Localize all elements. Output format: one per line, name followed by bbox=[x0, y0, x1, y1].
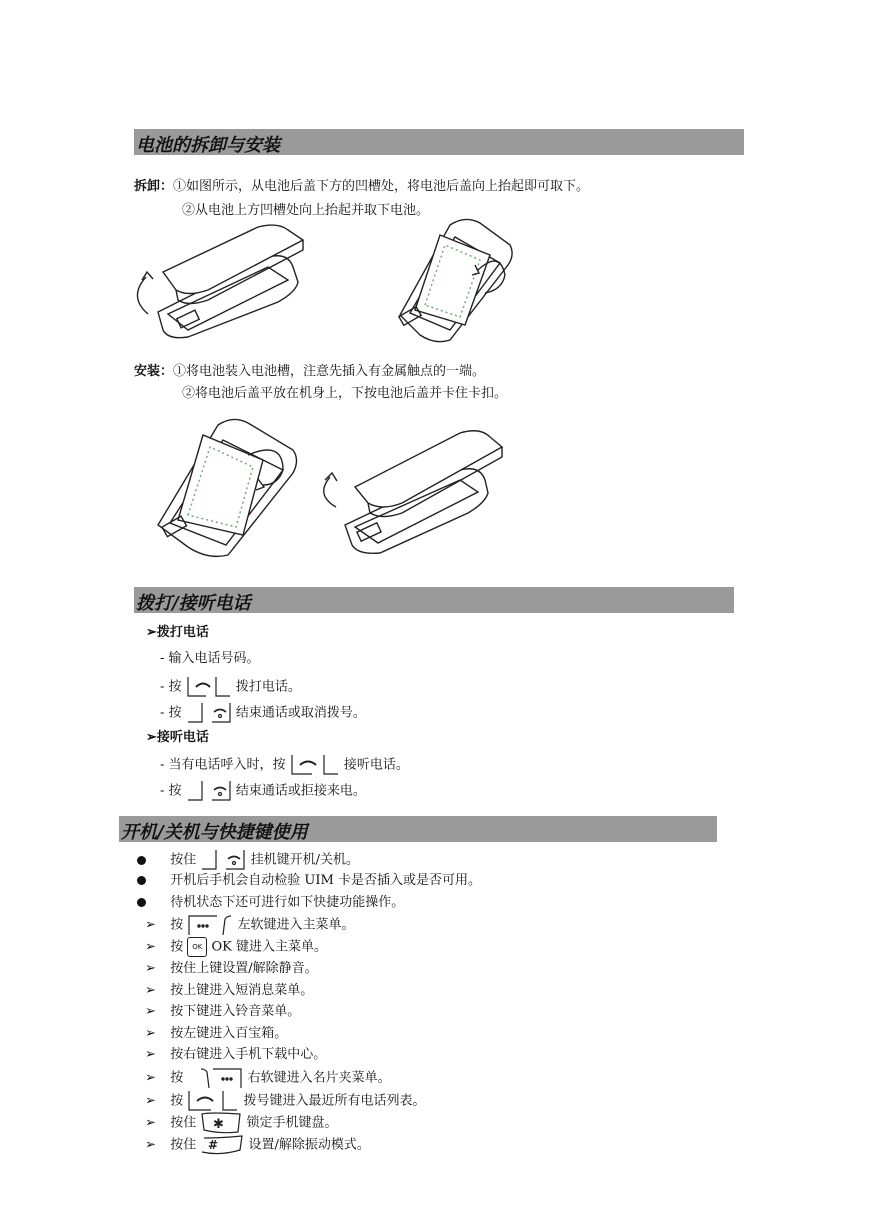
answer-heading bbox=[146, 729, 209, 747]
arrow-icon: ➢ bbox=[145, 1115, 156, 1131]
illustration-install-battery bbox=[148, 415, 308, 560]
shortcut-11-post: 设置/解除振动模式。 bbox=[248, 1137, 370, 1153]
arrow-icon: ➢ bbox=[145, 917, 156, 933]
shortcut-1-post: 左软键进入主菜单。 bbox=[237, 917, 355, 933]
bullet-1-post: 挂机键开机/关机。 bbox=[250, 852, 359, 868]
remove-step1 bbox=[134, 178, 589, 196]
shortcut-10-post: 锁定手机键盘。 bbox=[246, 1115, 338, 1131]
answer-item-2-post: 结束通话或拒接来电。 bbox=[235, 783, 366, 799]
illustration-remove-cover bbox=[128, 222, 308, 342]
dial-heading-text: 拨打电话 bbox=[156, 625, 209, 640]
shortcut-6-text: 按左键进入百宝箱。 bbox=[170, 1026, 288, 1041]
dial-heading bbox=[146, 624, 209, 642]
ok-key-icon: OK bbox=[187, 937, 207, 957]
shortcut-8-post: 右软键进入名片夹菜单。 bbox=[247, 1070, 391, 1086]
bullet-icon bbox=[137, 876, 146, 885]
shortcut-7 bbox=[145, 1046, 326, 1064]
power-bullet-1 bbox=[137, 849, 359, 871]
shortcut-8 bbox=[145, 1068, 391, 1088]
shortcut-4-text: 按上键进入短消息菜单。 bbox=[170, 983, 314, 998]
answer-heading-text: 接听电话 bbox=[156, 730, 209, 745]
answer-item-1 bbox=[160, 754, 409, 776]
illustration-remove-battery bbox=[380, 215, 520, 345]
install-step1-text: ①将电池装入电池槽，注意先插入有金属触点的一端。 bbox=[173, 364, 486, 379]
dial-item-2-post: 拨打电话。 bbox=[235, 679, 301, 695]
illustration-install-cover bbox=[310, 425, 510, 555]
arrow-icon: ➢ bbox=[145, 1026, 156, 1041]
svg-text:✱: ✱ bbox=[213, 1117, 225, 1132]
shortcut-9-pre: 按 bbox=[170, 1093, 184, 1109]
shortcut-6 bbox=[145, 1025, 287, 1043]
shortcut-3-text: 按住上键设置/解除静音。 bbox=[170, 961, 318, 976]
bullet-icon bbox=[137, 856, 146, 865]
power-bullet-2 bbox=[137, 872, 481, 890]
bullet-icon bbox=[137, 898, 146, 907]
bullet-1-pre: 按住 bbox=[170, 852, 197, 868]
answer-item-2 bbox=[160, 780, 366, 802]
shortcut-2 bbox=[145, 937, 327, 957]
arrow-icon: ➢ bbox=[145, 1047, 156, 1062]
dial-item-3-post: 结束通话或取消拨号。 bbox=[235, 705, 366, 721]
call-key-icon bbox=[290, 754, 340, 776]
install-step1 bbox=[134, 363, 485, 381]
star-key-icon bbox=[200, 1112, 242, 1134]
left-soft-key-icon bbox=[187, 915, 233, 935]
shortcut-9 bbox=[145, 1090, 426, 1112]
end-key-icon bbox=[186, 702, 232, 724]
shortcut-10 bbox=[145, 1112, 338, 1134]
answer-item-1-pre: - 当有电话呼入时，按 bbox=[160, 757, 286, 773]
shortcut-8-pre: 按 bbox=[170, 1070, 184, 1086]
dial-item-3-pre: - 按 bbox=[160, 705, 182, 721]
dial-item-1: - 输入电话号码。 bbox=[160, 651, 260, 666]
end-key-icon bbox=[200, 849, 246, 871]
shortcut-1-pre: 按 bbox=[170, 917, 184, 933]
section-header-power bbox=[119, 816, 717, 842]
shortcut-11-pre: 按住 bbox=[170, 1137, 197, 1153]
remove-step2: ②从电池上方凹槽处向上抬起并取下电池。 bbox=[182, 203, 430, 218]
arrow-icon: ➢ bbox=[146, 730, 157, 745]
answer-item-1-post: 接听电话。 bbox=[343, 757, 409, 773]
arrow-icon: ➢ bbox=[146, 625, 157, 640]
section-title: 拨打/接听电话 bbox=[136, 593, 251, 614]
shortcut-3 bbox=[145, 960, 318, 978]
dial-item-2-pre: - 按 bbox=[160, 679, 182, 695]
end-key-icon bbox=[186, 780, 232, 802]
shortcut-5 bbox=[145, 1003, 300, 1021]
shortcut-9-post: 拨号键进入最近所有电话列表。 bbox=[243, 1093, 426, 1109]
shortcut-4 bbox=[145, 982, 313, 1000]
section-title: 电池的拆卸与安装 bbox=[136, 135, 280, 156]
remove-step1-text: ①如图所示，从电池后盖下方的凹槽处，将电池后盖向上抬起即可取下。 bbox=[173, 179, 590, 194]
hash-key-icon bbox=[200, 1134, 244, 1156]
power-bullet-3 bbox=[137, 894, 404, 912]
shortcut-7-text: 按右键进入手机下载中心。 bbox=[170, 1047, 327, 1062]
bullet-3-text: 待机状态下还可进行如下快捷功能操作。 bbox=[170, 895, 405, 910]
call-key-icon bbox=[187, 1090, 239, 1112]
section-header-calls bbox=[134, 587, 734, 613]
shortcut-11 bbox=[145, 1134, 370, 1156]
bullet-2-text: 开机后手机会自动检验 UIM 卡是否插入或是否可用。 bbox=[170, 873, 481, 888]
install-step2: ②将电池后盖平放在机身上，下按电池后盖并卡住卡扣。 bbox=[182, 386, 508, 401]
arrow-icon: ➢ bbox=[145, 1070, 156, 1086]
arrow-icon: ➢ bbox=[145, 1004, 156, 1019]
shortcut-2-post: OK 键进入主菜单。 bbox=[211, 939, 327, 955]
svg-text:#: # bbox=[208, 1138, 219, 1152]
arrow-icon: ➢ bbox=[145, 1093, 156, 1109]
shortcut-5-text: 按下键进入铃音菜单。 bbox=[170, 1004, 301, 1019]
shortcut-1 bbox=[145, 915, 355, 935]
answer-item-2-pre: - 按 bbox=[160, 783, 182, 799]
dial-item-2 bbox=[160, 676, 301, 698]
remove-label: 拆卸： bbox=[134, 179, 174, 194]
arrow-icon: ➢ bbox=[145, 961, 156, 976]
shortcut-2-pre: 按 bbox=[170, 939, 184, 955]
section-header-battery bbox=[134, 129, 744, 155]
right-soft-key-icon bbox=[199, 1068, 243, 1088]
shortcut-10-pre: 按住 bbox=[170, 1115, 197, 1131]
arrow-icon: ➢ bbox=[145, 939, 156, 955]
arrow-icon: ➢ bbox=[145, 983, 156, 998]
dial-item-3 bbox=[160, 702, 366, 724]
call-key-icon bbox=[186, 676, 232, 698]
section-title: 开机/关机与快捷键使用 bbox=[121, 822, 308, 843]
install-label: 安装： bbox=[134, 364, 174, 379]
arrow-icon: ➢ bbox=[145, 1137, 156, 1153]
